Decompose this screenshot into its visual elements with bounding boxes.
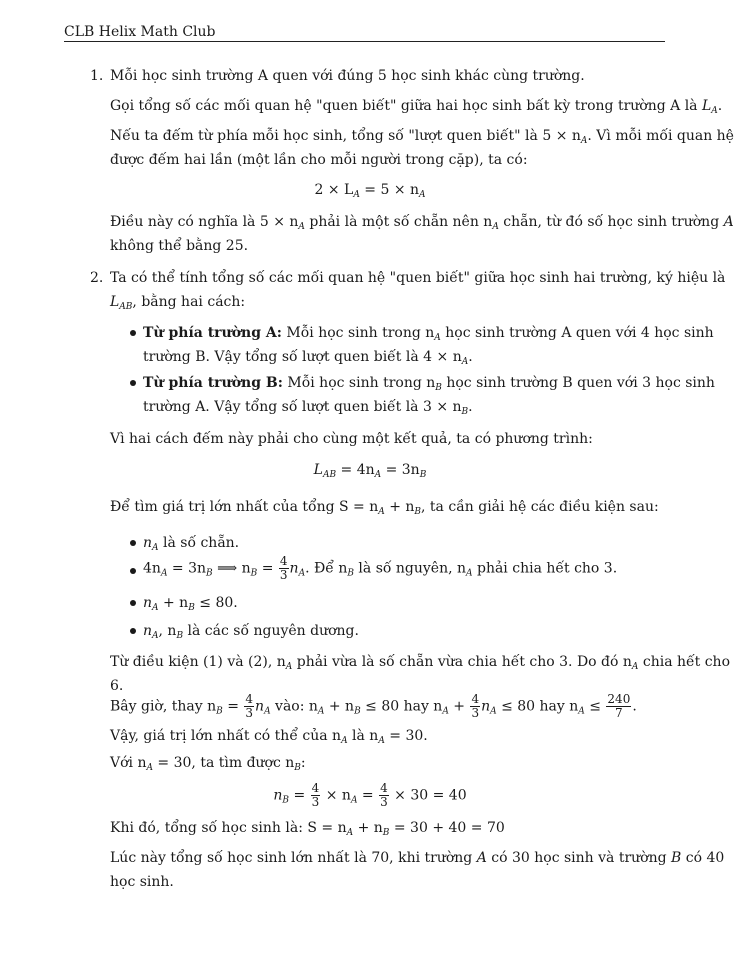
fraction: $\frac{4}{3}$ (311, 781, 320, 809)
paragraph-line: Với $n_A = 30$, ta tìm được $n_B$: (110, 755, 306, 773)
bullet-line: Từ phía trường A: Mỗi học sinh trong $n_A$ học sinh trường A quen với 4 học sinh (143, 325, 714, 343)
paragraph-line: Bây giờ, thay $n_B$ = $\frac{4}{3}$ $n_A$ vào: $n_A + n_B \le 80$ hay $n_A$ + $\frac{4}{3}$ $n_A \le 80$ hay $n_A$ ≤ $\frac{240}{7}$ . (110, 692, 637, 720)
paragraph-line: $L_{AB}$, bằng hai cách: (110, 294, 246, 312)
item-number: 2. (90, 270, 104, 286)
paragraph-line: học sinh. (110, 874, 174, 890)
equation: $2 \times L_A = 5 \times n_A$ (314, 182, 426, 200)
condition-line: $n_A + n_B \le 80$. (143, 595, 238, 613)
paragraph-line: 6. (110, 678, 124, 694)
equation: $L_{AB} = 4n_A = 3n_B$ (313, 462, 427, 480)
paragraph-line: Lúc này tổng số học sinh lớn nhất là 70, khi trường A có 30 học sinh và trường B có 40 (110, 850, 725, 866)
paragraph-line: Từ điều kiện (1) và (2), $n_A$ phải vừa là số chẵn vừa chia hết cho 3. Do đó $n_A$ chia hết cho (110, 654, 730, 672)
fraction: $\frac{240}{7}$ (607, 692, 631, 720)
bullet-line: trường B. Vậy tổng số lượt quen biết là $4 \times n_A$. (143, 349, 473, 367)
page-header: CLB Helix Math Club (64, 24, 216, 40)
bullet (130, 628, 136, 634)
fraction: $\frac{4}{3}$ (279, 554, 288, 582)
bullet-line: trường A. Vậy tổng số lượt quen biết là $3 \times n_B$. (143, 399, 473, 417)
paragraph-line: Khi đó, tổng số học sinh là: $S = n_A + n_B = 30 + 40 = 70$ (110, 820, 505, 838)
bullet (130, 330, 136, 336)
paragraph-line: không thể bằng 25. (110, 238, 249, 254)
equation: $n_B$ = $\frac{4}{3}$ × $n_A$ = $\frac{4}{3}$ × 30 = 40 (273, 781, 467, 809)
bullet (130, 380, 136, 386)
condition-line: $n_A$, $n_B$ là các số nguyên dương. (143, 623, 359, 641)
paragraph-line: Để tìm giá trị lớn nhất của tổng $S = n_A + n_B$, ta cần giải hệ các điều kiện sau: (110, 499, 659, 517)
fraction: $\frac{4}{3}$ (245, 692, 254, 720)
bullet (130, 568, 136, 574)
paragraph-line: Vì hai cách đếm này phải cho cùng một kết quả, ta có phương trình: (110, 431, 593, 447)
paragraph-line: được đếm hai lần (một lần cho mỗi người trong cặp), ta có: (110, 152, 528, 168)
bullet (130, 600, 136, 606)
paragraph-line: Gọi tổng số các mối quan hệ "quen biết" giữa hai học sinh bất kỳ trong trường A là $L_A$. (110, 98, 723, 116)
fraction: $\frac{4}{3}$ (380, 781, 388, 809)
paragraph-line: Ta có thể tính tổng số các mối quan hệ "quen biết" giữa học sinh hai trường, ký hiệu là (110, 270, 726, 286)
paragraph-line: Vậy, giá trị lớn nhất có thể của $n_A$ là $n_A = 30$. (110, 728, 428, 746)
paragraph-line: Mỗi học sinh trường A quen với đúng 5 học sinh khác cùng trường. (110, 68, 585, 84)
paragraph-line: Điều này có nghĩa là $5 \times n_A$ phải là một số chẵn nên $n_A$ chẵn, từ đó số học sinh trường A (110, 214, 734, 232)
paragraph-line: Nếu ta đếm từ phía mỗi học sinh, tổng số "lượt quen biết" là $5 \times n_A$. Vì mỗi mối quan hệ (110, 128, 734, 146)
header-rule (64, 41, 665, 42)
bullet-line: Từ phía trường B: Mỗi học sinh trong $n_B$ học sinh trường B quen với 3 học sinh (143, 375, 715, 393)
condition-line: $n_A$ là số chẵn. (143, 535, 240, 553)
condition-line: $4n_A = 3n_B$ ⟹ $n_B$ = $\frac{4}{3}$ $n_A$. Để $n_B$ là số nguyên, $n_A$ phải chia hết cho 3. (143, 554, 618, 582)
bullet (130, 540, 136, 546)
item-number: 1. (90, 68, 104, 84)
fraction: $\frac{4}{3}$ (471, 692, 480, 720)
